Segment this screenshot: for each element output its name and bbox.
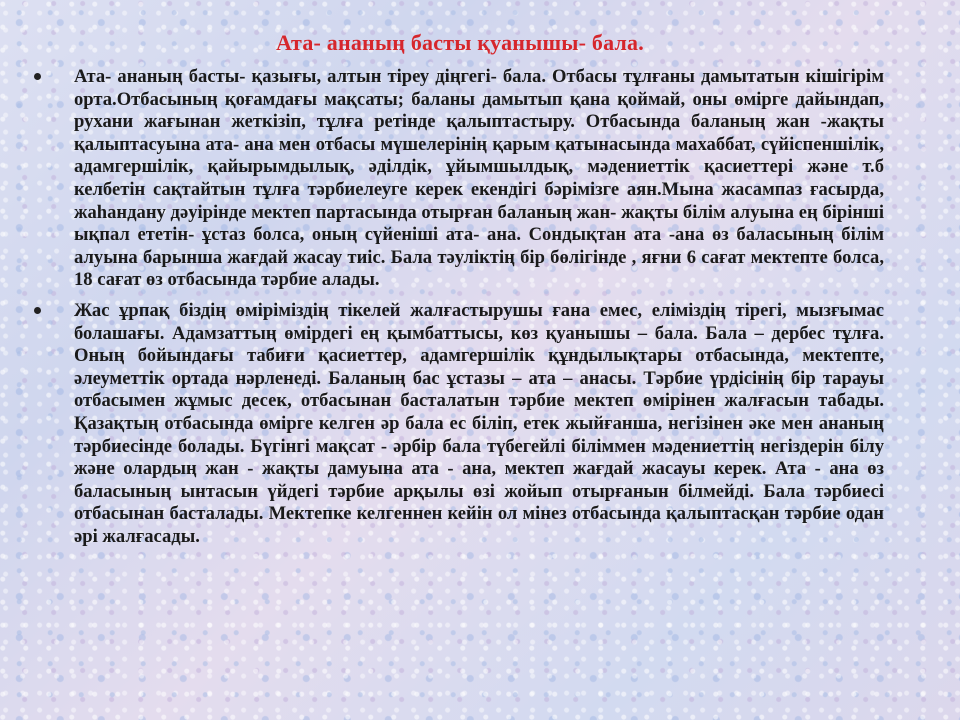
bullet-item [34,66,884,292]
bullet-item [34,300,884,549]
bullet-text: Жас ұрпақ біздің өміріміздің тікелей жалғастырушы ғана емес, еліміздің тірегі, мызғымас болашағы. Адамзаттың өмірдегі ең қымбаттысы, көз қуанышы – бала. Бала – дербес тұлға. Оның бойындағы табиғи қасиеттер, адамгершілік құндылықтары отбасында, мектепте, әлеуметтік ортада нәрленеді. Баланың бас ұстазы – ата – анасы. Тәрбие үрдісінің бір тарауы отбасымен жұмыс десек, отбасынан басталатын тәрбие мектеп өмірінен жалғасын табады. Қазақтың отбасында өмірге келген әр бала ес біліп, етек жыйғанша, негізінен әке мен ананың тәрбиесінде болады. Бүгінгі мақсат - әрбір бала түбегейлі біліммен мәдениеттің негіздерін білу және олардың жан - жақты дамуына ата - ана, мектеп жағдай жасауы керек. Ата - ана өз баласының ынтасын үйдегі тәрбие арқылы өзі жойып отырғанын білмейді. Бала тәрбиесі отбасынан басталады. Мектепке келгеннен кейін ол мінез отбасында қалыптасқан тәрбие одан әрі жалғасады. [74,299,884,547]
bullet-dot-icon [34,307,41,314]
slide-title: Ата- ананың басты қуанышы- бала. [276,30,644,55]
bullet-text: Ата- ананың басты- қазығы, алтын тіреу діңгегі- бала. Отбасы тұлғаны дамытатын кішігірім орта.Отбасының қоғамдағы мақсаты; баланы дамытып қана қоймай, оны өмірге дайындап, рухани жағынан жеткізіп, тұлға ретінде қалыптастыру. Отбасында баланың жан -жақты қалыптасуына ата- ана мен отбасы мүшелерінің қарым қатынасында махаббат, сүйіспеншілік, адамгершілік, қайырымдылық, әділдік, ұйымшылдық, мәдениеттік қасиеттері және т.б келбетін сақтайтын тұлға тәрбиелеуге керек екендігі бәрімізге аян.Мына жасампаз ғасырда, жаһандану дәуірінде мектеп партасында отырған баланың жан- жақты білім алуына ең бірінші ықпал ететін- ұстаз болса, оның сүйеніші ата- ана. Сондықтан ата -ана өз баласының білім алуына барынша жағдай жасау тиіс. Бала тәуліктің бір бөлігінде , яғни 6 сағат мектепте болса, 18 сағат өз отбасында тәрбие алады. [74,66,884,291]
bullet-dot-icon [34,73,41,80]
bullet-list [34,66,884,556]
